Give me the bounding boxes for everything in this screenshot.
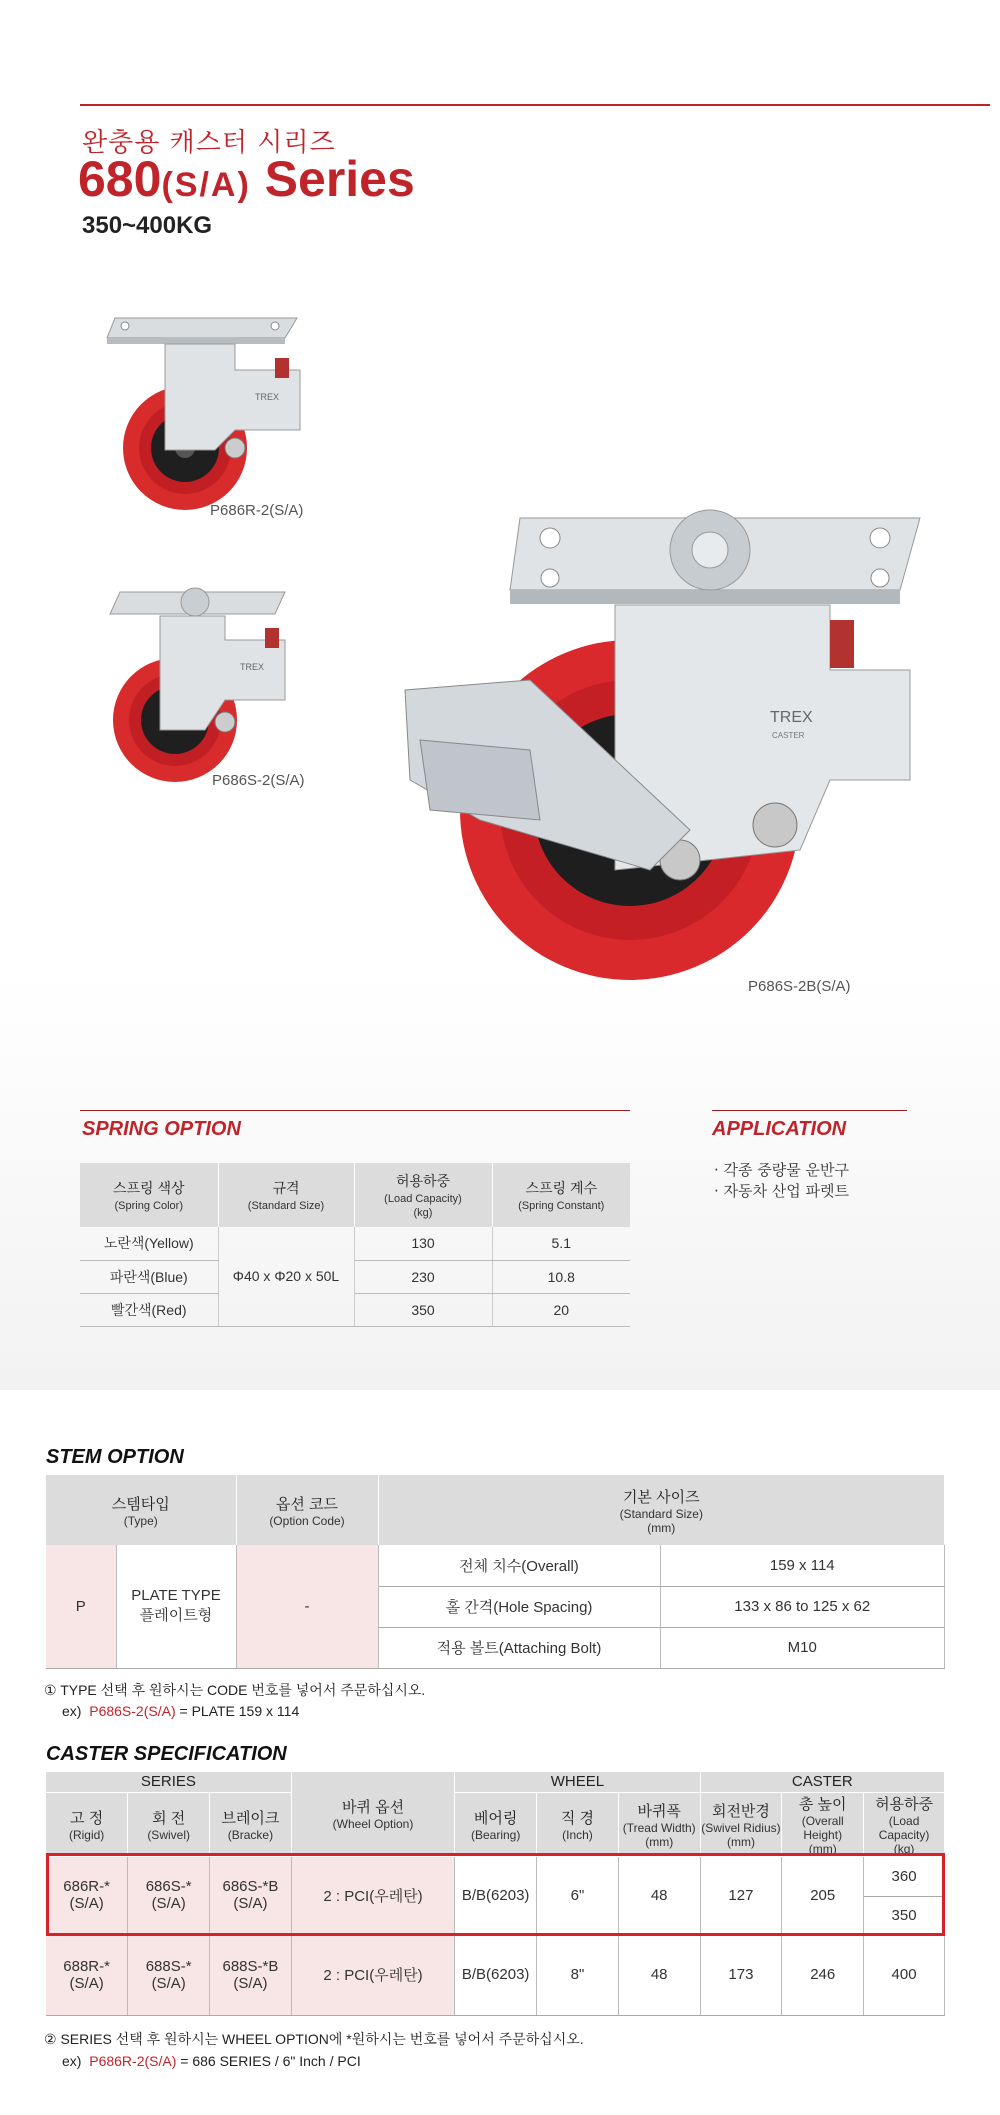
table-row — [46, 1856, 945, 1896]
spec-col-height: 총 높이 (Overall Height) (mm) — [782, 1792, 864, 1856]
group-series: SERIES — [46, 1772, 291, 1792]
group-wheel: WHEEL — [455, 1772, 700, 1792]
spec-tread-cell: 48 — [618, 1856, 700, 1934]
stem-note: ① TYPE 선택 후 원하시는 CODE 번호를 넣어서 주문하십시오. — [44, 1682, 426, 1698]
spec-load-cell: 350 — [864, 1896, 945, 1934]
caster-spec-table — [46, 1772, 945, 2016]
spec-col-diameter: 직 경 (Inch) — [537, 1792, 619, 1856]
spec-col-swivel-radius: 회전반경 (Swivel Ridius) (mm) — [700, 1792, 782, 1856]
svg-text:CASTER: CASTER — [772, 731, 805, 740]
spec-rigid-cell: 688R-* (S/A) — [46, 1934, 128, 2015]
spec-diameter-cell: 8" — [537, 1934, 619, 2015]
spec-wheel-option-cell: 2 : PCI(우레탄) — [291, 1934, 454, 2015]
spring-col-color: 스프링 색상 (Spring Color) — [80, 1163, 218, 1227]
stem-example: ex) P686S-2(S/A) = PLATE 159 x 114 — [62, 1703, 300, 1719]
stem-size-value: 133 x 86 to 125 x 62 — [660, 1586, 945, 1627]
caster-spec-title: CASTER SPECIFICATION — [46, 1743, 287, 1765]
spec-col-wheel-option: 바퀴 옵션 (Wheel Option) — [291, 1772, 454, 1856]
title-series: Series — [264, 151, 415, 207]
caster-example: ex) P686R-2(S/A) = 686 SERIES / 6" Inch / PCI — [62, 2053, 361, 2069]
spec-brake-cell: 688S-*B (S/A) — [210, 1934, 292, 2015]
stem-option-table — [46, 1475, 945, 1669]
spec-bearing-cell: B/B(6203) — [455, 1934, 537, 2015]
table-row — [46, 1934, 945, 2015]
capacity-range: 350~400KG — [82, 212, 213, 239]
stem-col-size: 기본 사이즈 (Standard Size) (mm) — [378, 1475, 945, 1545]
table-row — [80, 1293, 630, 1326]
title-sa: (S/A) — [161, 166, 251, 204]
stem-size-value: 159 x 114 — [660, 1545, 945, 1586]
application-rule — [712, 1110, 907, 1111]
spring-constant-cell: 10.8 — [492, 1260, 630, 1293]
list-item: · 자동차 산업 파렛트 — [714, 1182, 849, 1200]
product-label-rigid: P686R-2(S/A) — [210, 502, 304, 519]
spring-col-load: 허용하중 (Load Capacity) (kg) — [354, 1163, 492, 1227]
stem-col-option-code: 옵션 코드 (Option Code) — [236, 1475, 378, 1545]
caster-note: ② SERIES 선택 후 원하시는 WHEEL OPTION에 *원하시는 번호를 넣어서 주문하십시오. — [44, 2031, 584, 2047]
spring-load-cell: 130 — [354, 1227, 492, 1260]
table-row — [80, 1227, 630, 1260]
spring-color-cell: 노란색(Yellow) — [80, 1227, 218, 1260]
svg-text:TREX: TREX — [770, 709, 813, 726]
spec-load-cell: 400 — [864, 1934, 945, 2015]
stem-size-name: 홀 간격(Hole Spacing) — [378, 1586, 660, 1627]
caster-image-brake — [390, 490, 930, 1010]
series-subtitle: 완충용 캐스터 시리즈 — [82, 128, 336, 158]
spec-col-bearing: 베어링 (Bearing) — [455, 1792, 537, 1856]
stem-type-code: P — [46, 1545, 116, 1668]
spring-size-cell: Φ40 x Φ20 x 50L — [218, 1227, 354, 1326]
spring-option-title: SPRING OPTION — [82, 1118, 241, 1140]
application-list — [714, 1160, 849, 1202]
spec-swivel-cell: 688S-* (S/A) — [128, 1934, 210, 2015]
spring-color-cell: 빨간색(Red) — [80, 1293, 218, 1326]
group-caster: CASTER — [700, 1772, 944, 1792]
stem-option-code: - — [236, 1545, 378, 1668]
product-label-brake: P686S-2B(S/A) — [748, 978, 851, 995]
spec-col-load: 허용하중 (Load Capacity) (kg) — [864, 1792, 945, 1856]
spec-brake-cell: 686S-*B (S/A) — [210, 1856, 292, 1934]
series-title — [78, 150, 415, 208]
title-number: 680 — [78, 151, 162, 207]
spring-constant-cell: 5.1 — [492, 1227, 630, 1260]
table-row — [46, 1545, 945, 1586]
spring-constant-cell: 20 — [492, 1293, 630, 1326]
list-item: · 각종 중량물 운반구 — [714, 1161, 849, 1179]
spec-radius-cell: 173 — [700, 1934, 782, 2015]
spring-color-cell: 파란색(Blue) — [80, 1260, 218, 1293]
stem-type-name: PLATE TYPE 플레이트형 — [116, 1545, 236, 1668]
spec-wheel-option-cell: 2 : PCI(우레탄) — [291, 1856, 454, 1934]
header-rule — [80, 104, 990, 106]
spring-load-cell: 230 — [354, 1260, 492, 1293]
spec-height-cell: 246 — [782, 1934, 864, 2015]
spring-col-constant: 스프링 계수 (Spring Constant) — [492, 1163, 630, 1227]
spec-col-tread: 바퀴폭 (Tread Width) (mm) — [618, 1792, 700, 1856]
spec-rigid-cell: 686R-* (S/A) — [46, 1856, 128, 1934]
product-label-swivel: P686S-2(S/A) — [212, 772, 305, 789]
table-row — [80, 1260, 630, 1293]
spring-col-size: 규격 (Standard Size) — [218, 1163, 354, 1227]
spring-option-table — [80, 1163, 630, 1327]
spec-height-cell: 205 — [782, 1856, 864, 1934]
stem-col-type: 스템타입 (Type) — [46, 1475, 236, 1545]
spring-load-cell: 350 — [354, 1293, 492, 1326]
stem-size-value: M10 — [660, 1627, 945, 1668]
stem-size-name: 전체 치수(Overall) — [378, 1545, 660, 1586]
spring-option-rule — [80, 1110, 630, 1111]
brand-logo: TREX — [255, 392, 280, 402]
spec-load-cell: 360 — [864, 1856, 945, 1896]
spec-diameter-cell: 6" — [537, 1856, 619, 1934]
stem-size-name: 적용 볼트(Attaching Bolt) — [378, 1627, 660, 1668]
application-title: APPLICATION — [712, 1118, 847, 1140]
spec-col-brake: 브레이크 (Bracke) — [210, 1792, 292, 1856]
spec-col-swivel: 회 전 (Swivel) — [128, 1792, 210, 1856]
spec-bearing-cell: B/B(6203) — [455, 1856, 537, 1934]
spec-radius-cell: 127 — [700, 1856, 782, 1934]
svg-text:TREX: TREX — [240, 662, 265, 672]
caster-image-rigid — [85, 300, 310, 510]
stem-option-title: STEM OPTION — [46, 1446, 184, 1468]
spec-swivel-cell: 686S-* (S/A) — [128, 1856, 210, 1934]
spec-col-rigid: 고 정 (Rigid) — [46, 1792, 128, 1856]
spec-tread-cell: 48 — [618, 1934, 700, 2015]
caster-image-swivel — [85, 580, 295, 785]
